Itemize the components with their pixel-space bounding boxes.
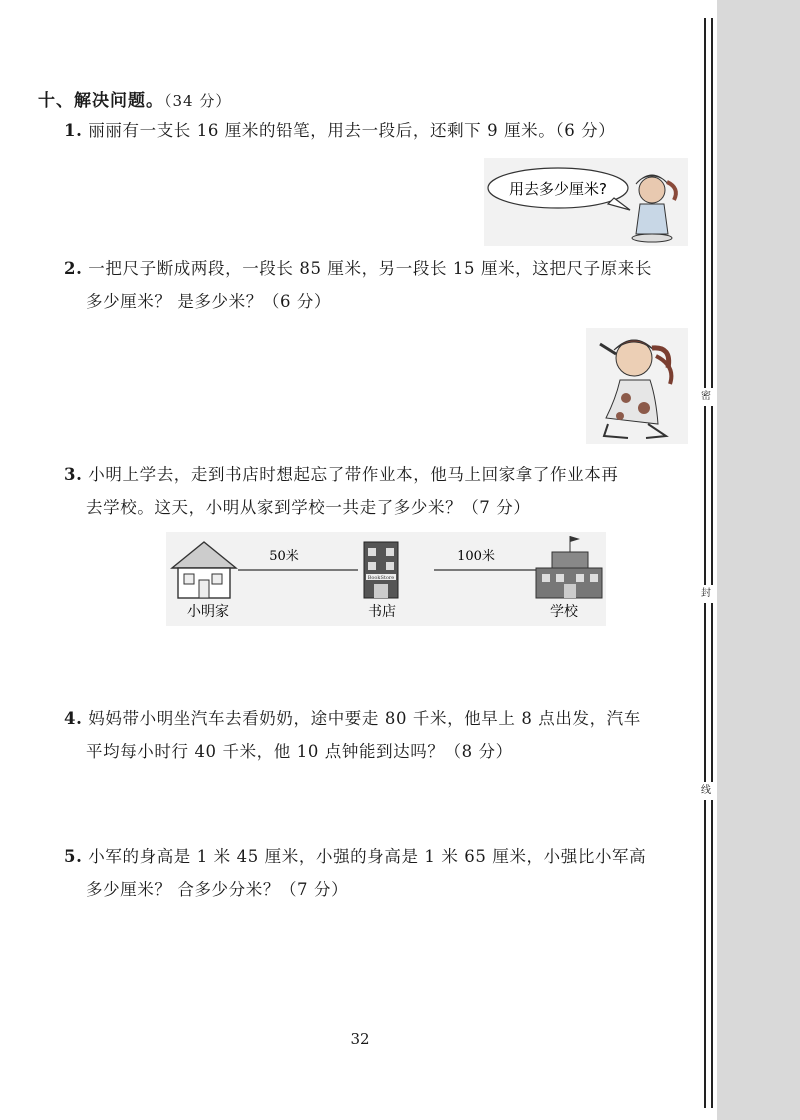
binding-mark-xian: 线: [698, 782, 714, 800]
question-number: 4.: [64, 709, 83, 728]
binding-mark-feng: 封: [698, 585, 714, 603]
distance-label-1: 50米: [269, 549, 299, 564]
route-diagram: [166, 532, 606, 626]
question-4: [64, 702, 692, 768]
binding-line: [704, 18, 706, 1108]
question-number: 1.: [64, 121, 83, 140]
question-number: 2.: [64, 259, 83, 278]
distance-label-2: 100米: [457, 549, 495, 564]
question-text-cont: 去学校。这天，小明从家到学校一共走了多少米？（7 分）: [86, 498, 531, 517]
girl-speech-illustration: [484, 158, 688, 246]
bookstore-icon: [364, 542, 398, 598]
question-text-cont: 平均每小时行 40 千米，他 10 点钟能到达吗？（8 分）: [86, 742, 513, 761]
section-points: （34 分）: [164, 92, 232, 110]
store-sign: BookStore: [367, 575, 395, 581]
question-text: 小明上学去，走到书店时想起忘了带作业本，他马上回家拿了作业本再: [88, 465, 619, 484]
kneeling-girl-illustration: [586, 328, 688, 444]
question-text: 妈妈带小明坐汽车去看奶奶，途中要走 80 千米，他早上 8 点出发，汽车: [88, 709, 641, 728]
home-label: 小明家: [187, 604, 229, 620]
question-5: [64, 840, 692, 906]
question-text: 一把尺子断成两段，一段长 85 厘米，另一段长 15 厘米，这把尺子原来长: [88, 259, 652, 278]
question-text-cont: 多少厘米？ 合多少分米？（7 分）: [86, 880, 349, 899]
question-2: [64, 252, 692, 318]
margin-strip: [717, 0, 800, 1120]
question-3: [64, 458, 692, 524]
question-text-cont: 多少厘米？ 是多少米？（6 分）: [86, 292, 332, 311]
question-number: 5.: [64, 847, 83, 866]
question-1: [64, 114, 692, 147]
speech-bubble-text: 用去多少厘米?: [509, 180, 607, 198]
section-title-text: 十、解决问题。: [38, 91, 164, 111]
bookstore-label: 书店: [368, 604, 396, 620]
school-label: 学校: [550, 604, 578, 620]
section-title: [38, 86, 231, 111]
binding-mark-mi: 密: [698, 388, 714, 406]
question-number: 3.: [64, 465, 83, 484]
question-text: 小军的身高是 1 米 45 厘米，小强的身高是 1 米 65 厘米，小强比小军高: [88, 847, 647, 866]
binding-line-inner: [711, 18, 713, 1108]
page-number: 32: [350, 1030, 370, 1048]
question-text: 丽丽有一支长 16 厘米的铅笔，用去一段后，还剩下 9 厘米。（6 分）: [88, 121, 616, 140]
